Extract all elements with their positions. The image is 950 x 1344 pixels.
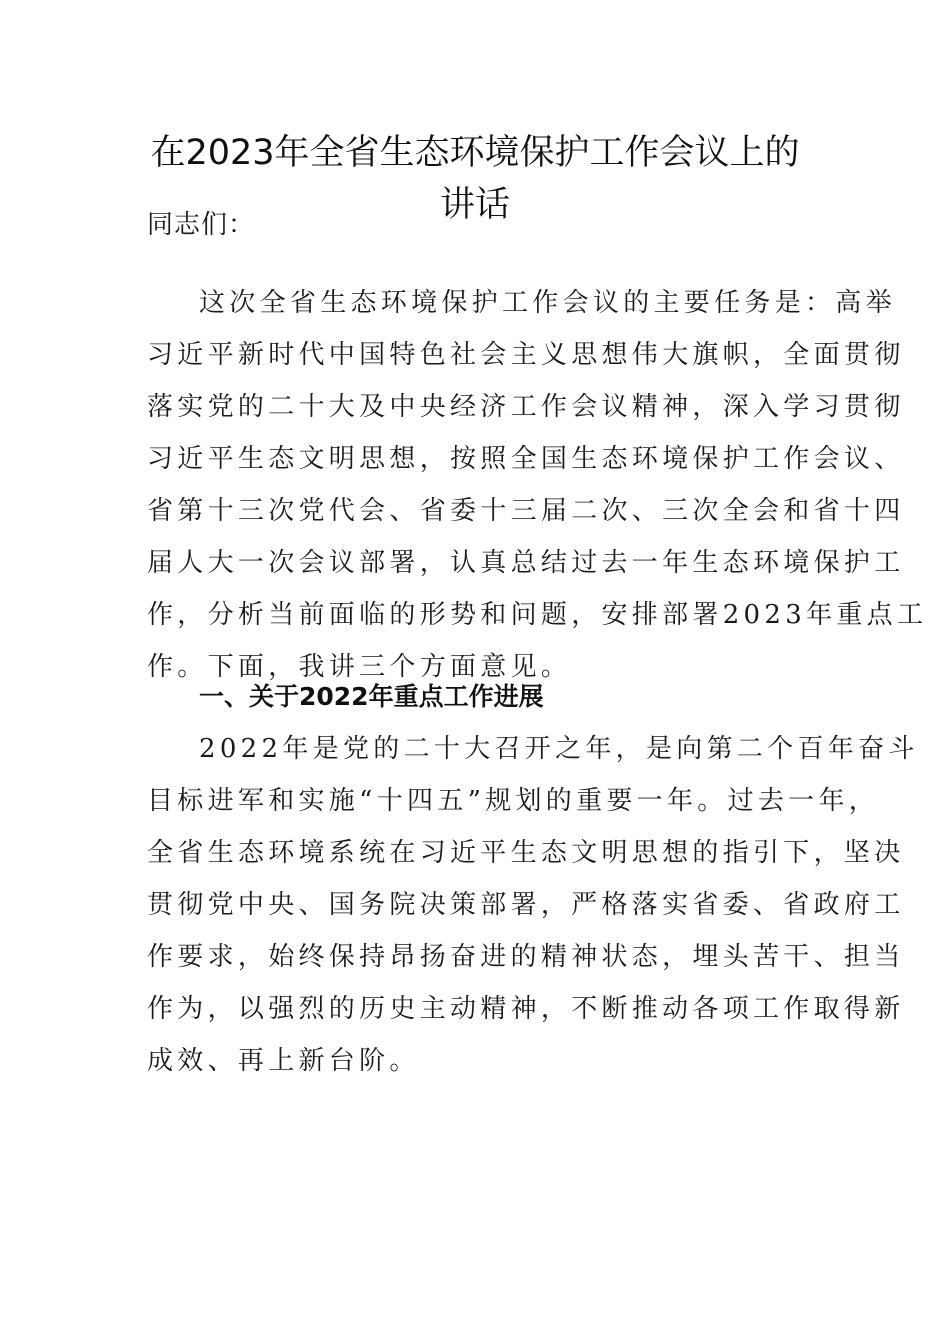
paragraph-line: 作。下面，我讲三个方面意见。 [147, 652, 572, 682]
salutation: 同志们： [147, 210, 256, 240]
paragraph-1 [147, 277, 928, 693]
section-heading-1: 一、关于2022年重点工作进展 [199, 682, 544, 711]
paragraph-line: 习近平生态文明思想，按照全国生态环境保护工作会议、 [147, 444, 905, 474]
paragraph-line: 2022年是党的二十大召开之年，是向第二个百年奋斗 [199, 734, 919, 764]
paragraph-line: 习近平新时代中国特色社会主义思想伟大旗帜，全面贯彻 [147, 340, 905, 370]
paragraph-line: 成效、再上新台阶。 [147, 1046, 420, 1076]
paragraph-line: 作为，以强烈的历史主动精神，不断推动各项工作取得新 [147, 994, 905, 1024]
paragraph-line: 作要求，始终保持昂扬奋进的精神状态，埋头苦干、担当 [147, 942, 905, 972]
paragraph-line: 这次全省生态环境保护工作会议的主要任务是：高举 [199, 288, 896, 318]
paragraph-line: 贯彻党中央、国务院决策部署，严格落实省委、省政府工 [147, 890, 905, 920]
document-title-line-2: 讲话 [439, 185, 510, 225]
paragraph-line: 落实党的二十大及中央经济工作会议精神，深入学习贯彻 [147, 392, 905, 422]
paragraph-line: 省第十三次党代会、省委十三届二次、三次全会和省十四 [147, 496, 905, 526]
paragraph-line: 目标进军和实施“十四五”规划的重要一年。过去一年， [147, 786, 880, 816]
paragraph-line: 全省生态环境系统在习近平生态文明思想的指引下，坚决 [147, 838, 905, 868]
document-title-line-1: 在2023年全省生态环境保护工作会议上的 [150, 133, 800, 173]
paragraph-line: 作，分析当前面临的形势和问题，安排部署2023年重点工 [147, 600, 928, 630]
paragraph-2 [147, 723, 919, 1087]
paragraph-line: 届人大一次会议部署，认真总结过去一年生态环境保护工 [147, 548, 905, 578]
